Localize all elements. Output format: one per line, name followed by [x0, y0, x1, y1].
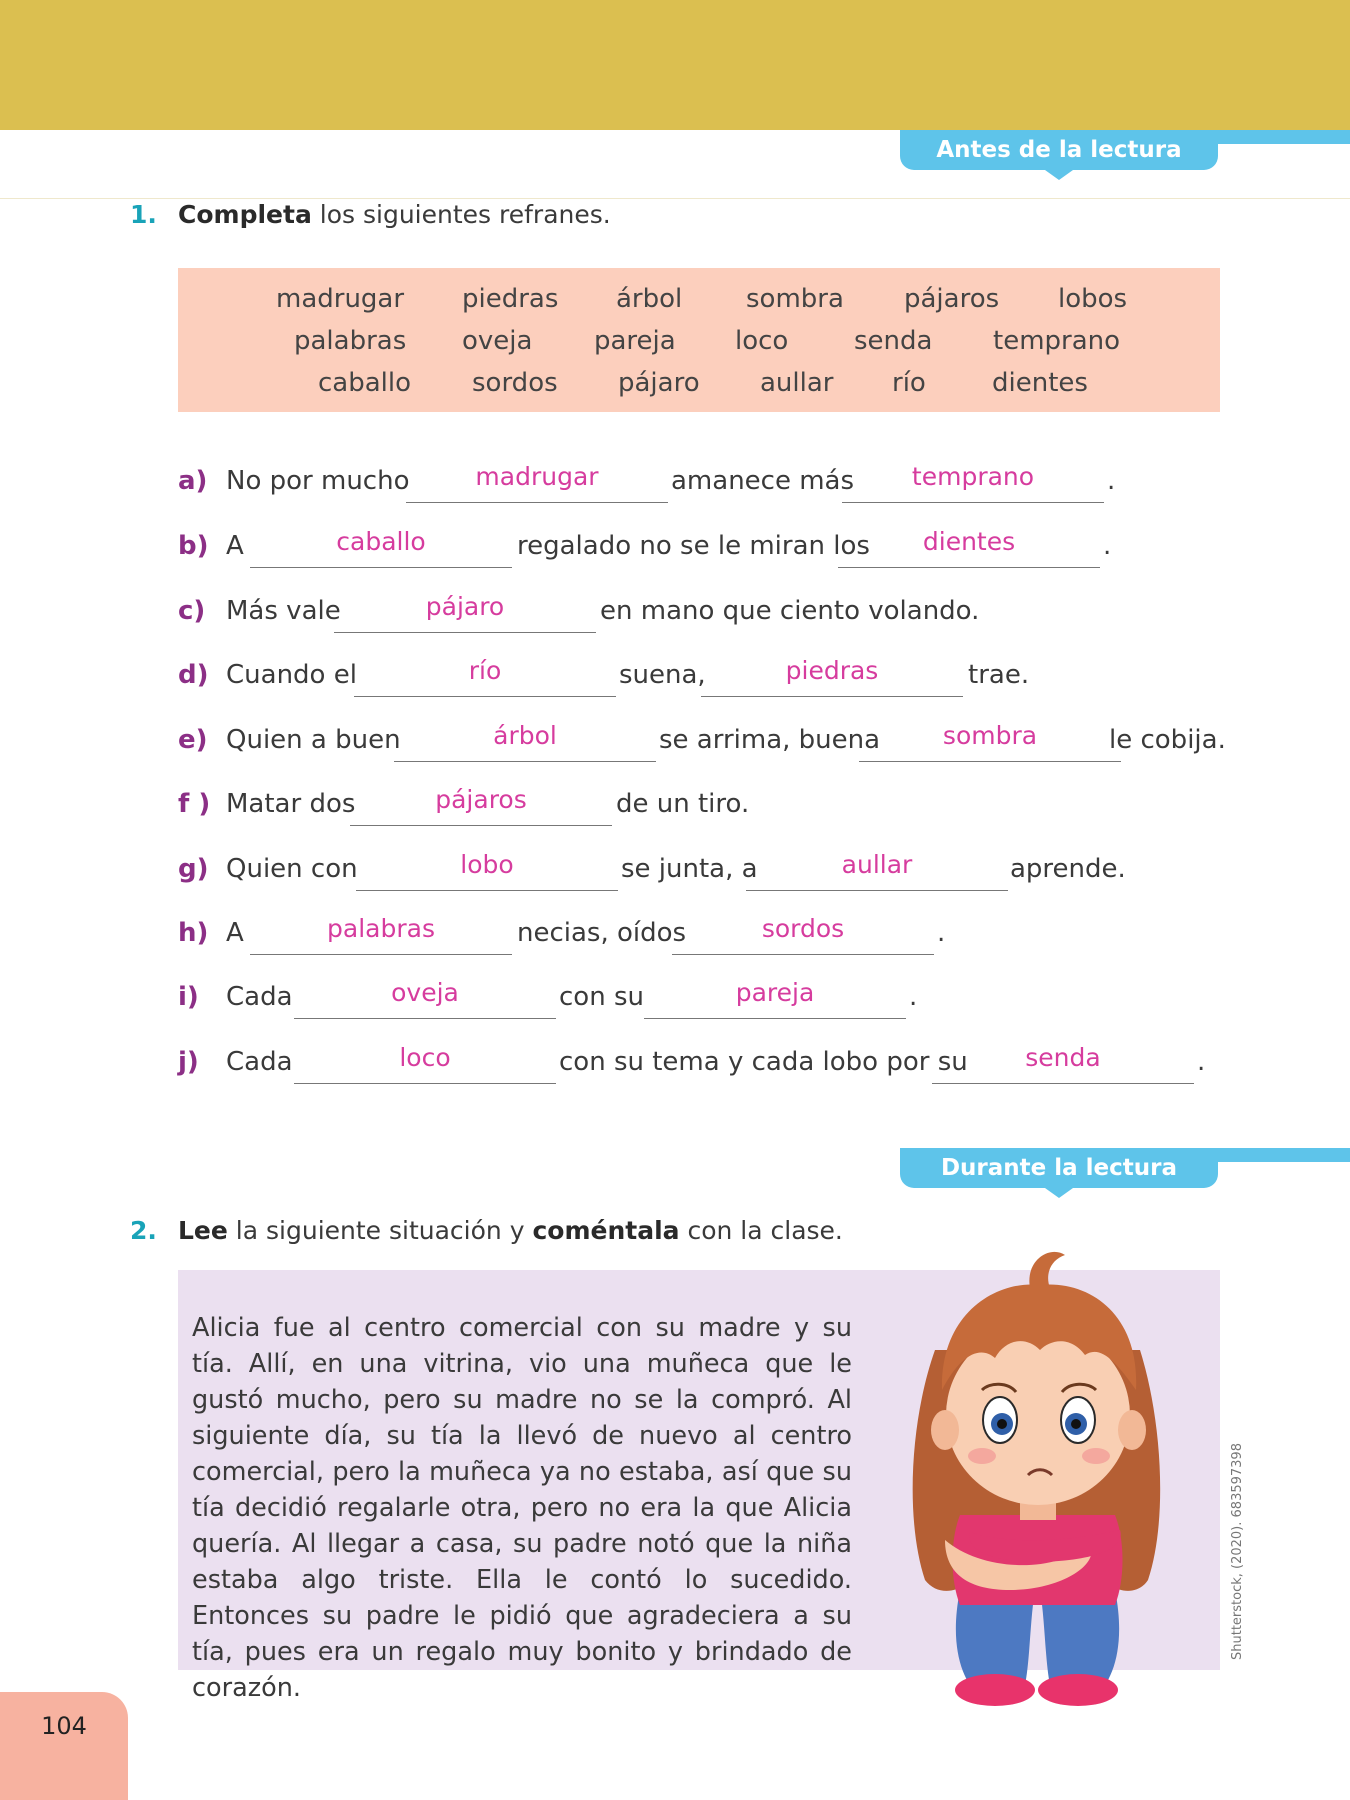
right-pupil	[1071, 1419, 1081, 1429]
answer-text: piedras	[785, 656, 879, 685]
item-letter: g)	[178, 854, 209, 884]
proverb-item-d	[178, 656, 1238, 700]
item-text: A	[226, 531, 244, 561]
sad-girl-illustration	[890, 1240, 1180, 1710]
answer-blank[interactable]	[746, 850, 1008, 891]
item-text: Más vale	[226, 596, 341, 626]
item-text: .	[1103, 531, 1112, 561]
answer-text: aullar	[841, 850, 913, 879]
item-text: A	[226, 918, 244, 948]
question-number: 1.	[130, 200, 157, 229]
item-letter: e)	[178, 725, 208, 755]
answer-blank[interactable]	[672, 914, 934, 955]
item-text: regalado no se le miran los	[517, 531, 870, 561]
right-ear	[1118, 1410, 1146, 1450]
answer-text: pájaro	[425, 592, 505, 621]
item-letter: j)	[178, 1047, 199, 1077]
item-text: le cobija.	[1109, 725, 1226, 755]
header-band	[0, 0, 1350, 130]
item-letter: b)	[178, 531, 209, 561]
item-text: .	[1197, 1047, 1206, 1077]
answer-text: pájaros	[435, 785, 527, 814]
proverb-item-e	[178, 721, 1238, 765]
proverb-item-h	[178, 914, 1238, 958]
item-letter: d)	[178, 660, 209, 690]
item-text: Quien con	[226, 854, 358, 884]
word: árbol	[616, 284, 683, 314]
left-cheek	[968, 1448, 996, 1464]
answer-blank[interactable]	[932, 1043, 1194, 1084]
section-tab-during: Durante la lectura	[900, 1148, 1218, 1188]
item-text: con su tema y cada lobo por su	[559, 1047, 968, 1077]
word: río	[892, 368, 926, 398]
word: pareja	[594, 326, 676, 356]
answer-text: sordos	[761, 914, 845, 943]
answer-blank[interactable]	[644, 978, 906, 1019]
item-text: Cada	[226, 1047, 293, 1077]
word: sordos	[472, 368, 558, 398]
word: lobos	[1058, 284, 1128, 314]
image-credit: Shutterstock, (2020). 683597398	[1230, 1443, 1245, 1660]
item-letter: a)	[178, 466, 208, 496]
word: palabras	[294, 326, 407, 356]
answer-text: árbol	[493, 721, 557, 750]
answer-blank[interactable]	[294, 978, 556, 1019]
answer-blank[interactable]	[838, 527, 1100, 568]
tab-stripe	[1205, 1148, 1350, 1162]
proverb-item-c	[178, 592, 1238, 636]
tab-stripe	[1205, 130, 1350, 144]
right-shoe	[1038, 1674, 1118, 1706]
answer-text: río	[468, 656, 502, 685]
answer-text: oveja	[391, 978, 459, 1007]
instruction-text: la siguiente situación y	[227, 1216, 533, 1245]
item-letter: c)	[178, 596, 206, 626]
answer-text: lobo	[460, 850, 514, 879]
question-2	[130, 1216, 843, 1245]
left-pupil	[997, 1419, 1007, 1429]
answer-blank[interactable]	[356, 850, 618, 891]
item-text: de un tiro.	[616, 789, 750, 819]
item-text: .	[909, 982, 918, 1012]
word: madrugar	[276, 284, 405, 314]
item-text: No por mucho	[226, 466, 410, 496]
proverb-item-j	[178, 1043, 1238, 1087]
answer-text: dientes	[922, 527, 1016, 556]
answer-blank[interactable]	[701, 656, 963, 697]
instruction-verb: coméntala	[532, 1216, 680, 1245]
answer-blank[interactable]	[250, 914, 512, 955]
answer-blank[interactable]	[406, 462, 668, 503]
word: loco	[735, 326, 789, 356]
left-ear	[931, 1410, 959, 1450]
story-text: Alicia fue al centro comercial con su madre y su tía. Allí, en una vitrina, vio una muñeca que le gustó mucho, pero su madre no se la compró. Al siguiente día, su tía la llevó de nuevo al centro comercial, pero la muñeca ya no estaba, así que su tía decidió regalarle otra, pero no era la que Alicia quería. Al llegar a casa, su padre notó que la niña estaba algo triste. Ella le contó lo sucedido. Entonces su padre le pidió que agradeciera a su tía, pues era un regalo muy bonito y brindado de corazón.	[192, 1313, 852, 1703]
item-text: trae.	[968, 660, 1030, 690]
word-bank-row-3	[318, 368, 1088, 398]
item-text: suena,	[619, 660, 706, 690]
proverb-item-f	[178, 785, 1238, 829]
item-text: con su	[559, 982, 644, 1012]
answer-blank[interactable]	[294, 1043, 556, 1084]
word: dientes	[992, 368, 1088, 398]
item-letter: i)	[178, 982, 199, 1012]
proverb-item-a	[178, 462, 1238, 506]
hair-tuft	[1029, 1252, 1065, 1288]
word: piedras	[462, 284, 559, 314]
answer-blank[interactable]	[334, 592, 596, 633]
word-bank-row-1	[276, 284, 1127, 314]
item-text: se arrima, buena	[659, 725, 881, 755]
item-letter: h)	[178, 918, 209, 948]
word: caballo	[318, 368, 412, 398]
proverb-item-i	[178, 978, 1238, 1022]
word: temprano	[993, 326, 1121, 356]
answer-blank[interactable]	[859, 721, 1121, 762]
item-text: aprende.	[1010, 854, 1126, 884]
instruction-verb: Lee	[178, 1216, 228, 1245]
answer-text: temprano	[911, 462, 1035, 491]
left-shoe	[955, 1674, 1035, 1706]
word: pájaro	[618, 368, 700, 398]
word: aullar	[760, 368, 834, 398]
word: oveja	[462, 326, 533, 356]
answer-blank[interactable]	[842, 462, 1104, 503]
answer-text: madrugar	[475, 462, 599, 491]
answer-blank[interactable]	[394, 721, 656, 762]
instruction-text: con la clase.	[679, 1216, 843, 1245]
proverb-item-b	[178, 527, 1238, 571]
item-text: .	[937, 918, 946, 948]
section-tab-before: Antes de la lectura	[900, 130, 1218, 170]
page-tab	[0, 1692, 128, 1800]
question-1	[130, 200, 611, 229]
question-number: 2.	[130, 1216, 157, 1245]
answer-text: pareja	[735, 978, 815, 1007]
item-text: se junta, a	[621, 854, 758, 884]
item-text: Matar dos	[226, 789, 356, 819]
answer-text: loco	[399, 1043, 451, 1072]
answer-text: caballo	[336, 527, 426, 556]
item-text: necias, oídos	[517, 918, 687, 948]
word: sombra	[746, 284, 844, 314]
word: senda	[854, 326, 933, 356]
divider	[0, 198, 1350, 199]
word: pájaros	[904, 284, 1000, 314]
item-text: amanece más	[671, 466, 855, 496]
instruction-text: los siguientes refranes.	[311, 200, 611, 229]
item-text: .	[1107, 466, 1116, 496]
item-text: en mano que ciento volando.	[600, 596, 980, 626]
answer-text: palabras	[327, 914, 435, 943]
answer-blank[interactable]	[350, 785, 612, 826]
word-bank-row-2	[294, 326, 1120, 356]
answer-text: sombra	[942, 721, 1038, 750]
right-cheek	[1082, 1448, 1110, 1464]
answer-blank[interactable]	[250, 527, 512, 568]
item-text: Cada	[226, 982, 293, 1012]
item-letter: f )	[178, 789, 211, 819]
proverb-item-g	[178, 850, 1238, 894]
item-text: Quien a buen	[226, 725, 401, 755]
answer-blank[interactable]	[354, 656, 616, 697]
item-text: Cuando el	[226, 660, 357, 690]
answer-text: senda	[1025, 1043, 1101, 1072]
page-number: 104	[41, 1712, 87, 1740]
instruction-verb: Completa	[178, 200, 312, 229]
